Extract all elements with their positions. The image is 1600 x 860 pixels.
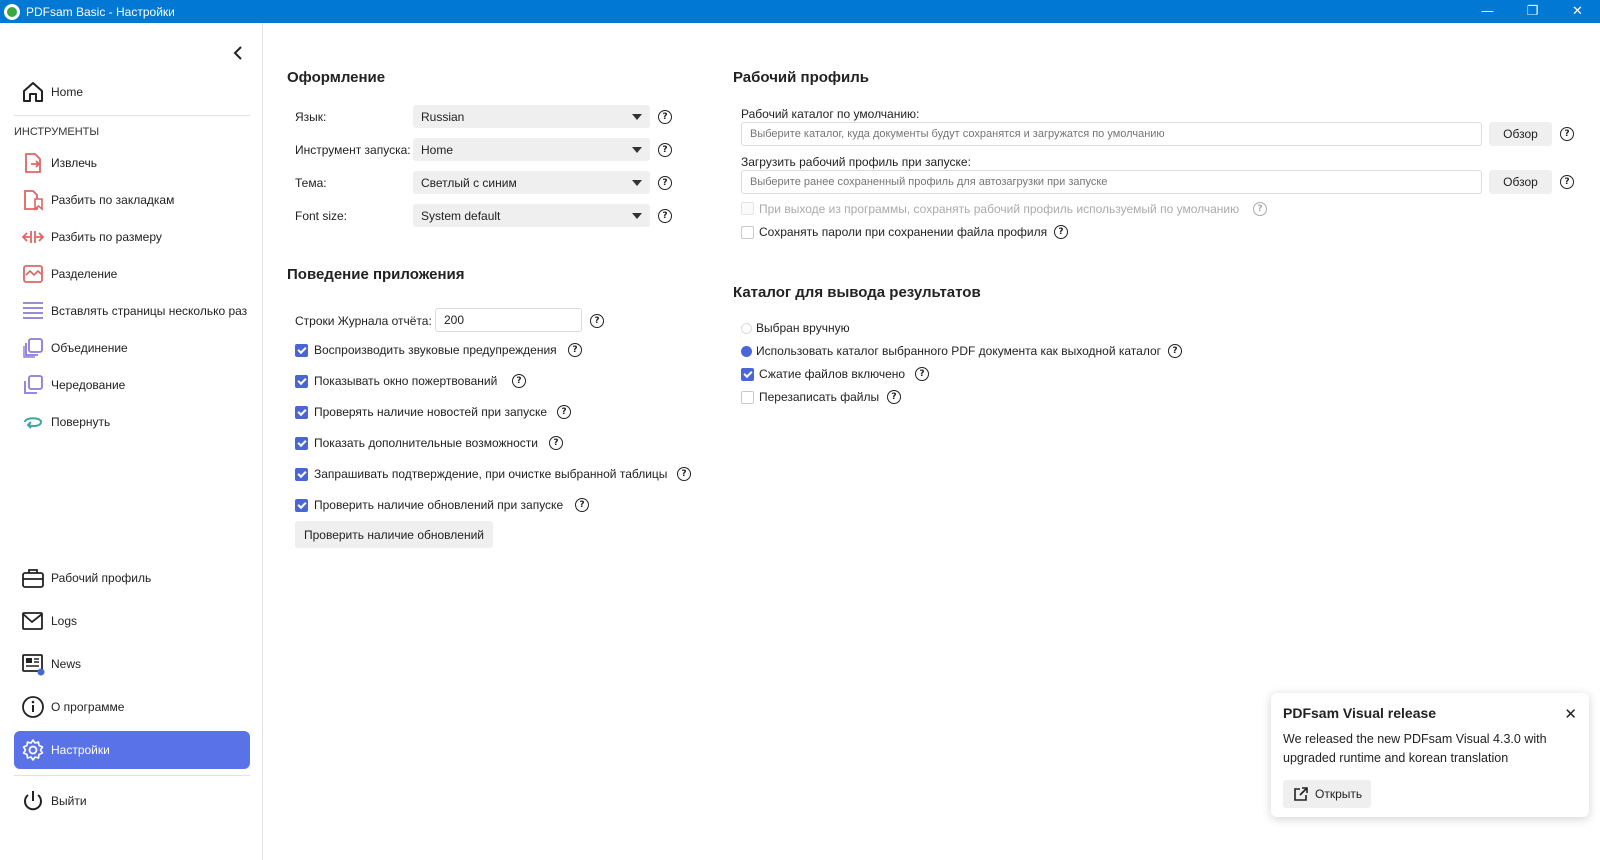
help-icon[interactable]: ? xyxy=(1560,175,1574,189)
startup-tool-label: Инструмент запуска: xyxy=(295,143,411,157)
sidebar-item-label: Настройки xyxy=(51,743,110,757)
extract-icon xyxy=(20,150,46,176)
dropdown-arrow-icon xyxy=(632,114,642,120)
default-dir-label: Рабочий каталог по умолчанию: xyxy=(741,107,920,121)
help-icon[interactable]: ? xyxy=(658,110,672,124)
open-button[interactable] xyxy=(1283,780,1371,808)
sidebar-item-label: News xyxy=(51,657,82,671)
sidebar-item-exit[interactable] xyxy=(14,784,250,818)
sidebar-item-extract[interactable] xyxy=(14,146,250,180)
compression-checkbox[interactable] xyxy=(741,368,754,381)
workspace-section-title: Рабочий профиль xyxy=(733,69,870,86)
clear-confirmation-label: Запрашивать подтверждение, при очистке выбранной таблицы xyxy=(314,467,668,481)
split-bookmarks-icon xyxy=(20,187,46,213)
check-updates-button[interactable]: Проверить наличие обновлений xyxy=(295,521,493,548)
check-news-label: Проверять наличие новостей при запуске xyxy=(314,405,548,419)
notification-body: We released the new PDFsam Visual 4.3.0 with upgraded runtime and korean translation xyxy=(1283,732,1547,765)
font-size-label: Font size: xyxy=(295,209,348,223)
split-size-icon xyxy=(20,224,46,250)
font-size-value: System default xyxy=(421,208,501,223)
sidebar-item-split-size[interactable] xyxy=(14,220,250,254)
default-dir-input[interactable] xyxy=(741,122,1482,146)
help-icon[interactable]: ? xyxy=(658,209,672,223)
sidebar-item-label: Чередование xyxy=(51,378,126,392)
chevron-left-icon[interactable] xyxy=(230,45,246,61)
briefcase-icon xyxy=(20,565,46,591)
pdfsam-logo-icon xyxy=(4,4,20,20)
help-icon[interactable]: ? xyxy=(658,143,672,157)
output-section-title: Каталог для вывода результатов xyxy=(733,284,981,301)
donation-window-checkbox[interactable] xyxy=(295,375,308,388)
notification-toast xyxy=(1271,693,1589,817)
sidebar-item-label: Home xyxy=(51,85,84,99)
save-on-exit-checkbox[interactable] xyxy=(741,202,754,215)
rotate-icon xyxy=(20,409,46,435)
compression-label: Сжатие файлов включено xyxy=(759,367,906,381)
log-rows-input[interactable]: 200 xyxy=(435,308,582,332)
minimize-button[interactable]: — xyxy=(1481,4,1494,19)
premium-features-label: Показать дополнительные возможности xyxy=(314,436,539,450)
close-icon[interactable]: ✕ xyxy=(1564,705,1577,723)
sidebar-item-label: Разбить по размеру xyxy=(51,230,162,244)
sidebar-item-rotate[interactable] xyxy=(14,405,250,439)
manual-dir-radio[interactable] xyxy=(741,323,752,334)
manual-dir-label: Выбран вручную xyxy=(756,321,850,335)
appearance-section-title: Оформление xyxy=(287,69,386,86)
behavior-section-title: Поведение приложения xyxy=(287,266,465,283)
sidebar-item-merge[interactable] xyxy=(14,331,250,365)
donation-window-label: Показывать окно пожертвований xyxy=(314,374,498,388)
home-icon xyxy=(20,79,46,105)
use-source-dir-label: Использовать каталог выбранного PDF документа как выходной каталог xyxy=(756,344,1162,358)
sidebar-item-news[interactable] xyxy=(14,647,250,681)
logs-icon xyxy=(20,608,46,634)
help-icon[interactable]: ? xyxy=(1253,202,1267,216)
sidebar-item-insert[interactable] xyxy=(14,294,250,328)
clear-confirmation-checkbox[interactable] xyxy=(295,468,308,481)
help-icon[interactable]: ? xyxy=(512,374,526,388)
font-size-select[interactable] xyxy=(413,204,650,227)
info-icon xyxy=(20,694,46,720)
help-icon[interactable]: ? xyxy=(658,176,672,190)
news-icon xyxy=(20,651,46,677)
theme-select[interactable] xyxy=(413,171,650,194)
sidebar-item-home[interactable] xyxy=(14,75,250,109)
sidebar-item-label: Logs xyxy=(51,614,78,628)
check-updates-checkbox[interactable] xyxy=(295,499,308,512)
power-icon xyxy=(20,788,46,814)
overwrite-label: Перезаписать файлы xyxy=(759,390,880,404)
gear-icon xyxy=(20,737,46,763)
title-bar xyxy=(0,0,1600,23)
divider xyxy=(14,115,250,116)
startup-tool-value: Home xyxy=(421,142,454,157)
window-title: PDFsam Basic - Настройки xyxy=(26,4,175,19)
check-updates-label: Проверить наличие обновлений при запуске xyxy=(314,498,564,512)
sidebar-item-label: Объединение xyxy=(51,341,128,355)
sound-alerts-checkbox[interactable] xyxy=(295,344,308,357)
use-source-dir-radio[interactable] xyxy=(741,346,752,357)
notification-title: PDFsam Visual release xyxy=(1283,705,1437,721)
dropdown-arrow-icon xyxy=(632,147,642,153)
sidebar-item-logs[interactable] xyxy=(14,604,250,638)
merge-icon xyxy=(20,335,46,361)
dropdown-arrow-icon xyxy=(632,213,642,219)
check-news-checkbox[interactable] xyxy=(295,406,308,419)
save-on-exit-label: При выходе из программы, сохранять рабочий профиль используемый по умолчанию xyxy=(759,202,1240,216)
help-icon[interactable]: ? xyxy=(915,367,929,381)
save-passwords-label: Сохранять пароли при сохранении файла профиля xyxy=(759,225,1048,239)
help-icon[interactable]: ? xyxy=(568,343,582,357)
tools-section-header: ИНСТРУМЕНТЫ xyxy=(14,126,100,138)
startup-tool-select[interactable] xyxy=(413,138,650,161)
split-icon xyxy=(20,261,46,287)
insert-pages-icon xyxy=(20,298,46,324)
sidebar-item-alternate[interactable] xyxy=(14,368,250,402)
external-link-icon xyxy=(1293,786,1309,802)
help-icon[interactable]: ? xyxy=(590,314,604,328)
log-rows-label: Строки Журнала отчёта: xyxy=(295,314,432,328)
help-icon[interactable]: ? xyxy=(887,390,901,404)
sidebar-item-label: Вставлять страницы несколько раз xyxy=(51,304,248,318)
browse-dir-button[interactable]: Обзор xyxy=(1489,122,1552,146)
sidebar-item-label: Разбить по закладкам xyxy=(51,193,175,207)
help-icon[interactable]: ? xyxy=(575,498,589,512)
sidebar-item-settings[interactable] xyxy=(14,731,250,769)
sidebar-item-label: Извлечь xyxy=(51,156,98,170)
help-icon[interactable]: ? xyxy=(557,405,571,419)
sidebar-item-label: О программе xyxy=(51,700,125,714)
sidebar-item-workspace[interactable] xyxy=(14,561,250,595)
open-button-label: Открыть xyxy=(1315,787,1363,801)
overwrite-checkbox[interactable] xyxy=(741,391,754,404)
language-value: Russian xyxy=(421,109,465,124)
sidebar xyxy=(0,23,263,860)
theme-label: Тема: xyxy=(295,176,327,190)
load-profile-input[interactable] xyxy=(741,170,1482,194)
help-icon[interactable]: ? xyxy=(677,467,691,481)
sidebar-item-label: Разделение xyxy=(51,267,118,281)
divider xyxy=(14,775,250,776)
language-select[interactable] xyxy=(413,105,650,128)
theme-value: Светлый с синим xyxy=(421,175,517,190)
help-icon[interactable]: ? xyxy=(549,436,563,450)
sidebar-item-about[interactable] xyxy=(14,690,250,724)
help-icon[interactable]: ? xyxy=(1560,127,1574,141)
sidebar-item-split[interactable] xyxy=(14,257,250,291)
sound-alerts-label: Воспроизводить звуковые предупреждения xyxy=(314,343,557,357)
sidebar-item-label: Рабочий профиль xyxy=(51,571,152,585)
alternate-mix-icon xyxy=(20,372,46,398)
close-window-button[interactable]: ✕ xyxy=(1572,4,1583,19)
help-icon[interactable]: ? xyxy=(1168,344,1182,358)
sidebar-item-split-bookmarks[interactable] xyxy=(14,183,250,217)
language-label: Язык: xyxy=(295,110,327,124)
help-icon[interactable]: ? xyxy=(1054,225,1068,239)
premium-features-checkbox[interactable] xyxy=(295,437,308,450)
maximize-button[interactable]: ❐ xyxy=(1526,4,1539,19)
sidebar-item-label: Выйти xyxy=(51,794,87,808)
sidebar-item-label: Повернуть xyxy=(51,415,111,429)
load-profile-label: Загрузить рабочий профиль при запуске: xyxy=(741,155,971,169)
save-passwords-checkbox[interactable] xyxy=(741,226,754,239)
browse-profile-button[interactable]: Обзор xyxy=(1489,170,1552,194)
dropdown-arrow-icon xyxy=(632,180,642,186)
